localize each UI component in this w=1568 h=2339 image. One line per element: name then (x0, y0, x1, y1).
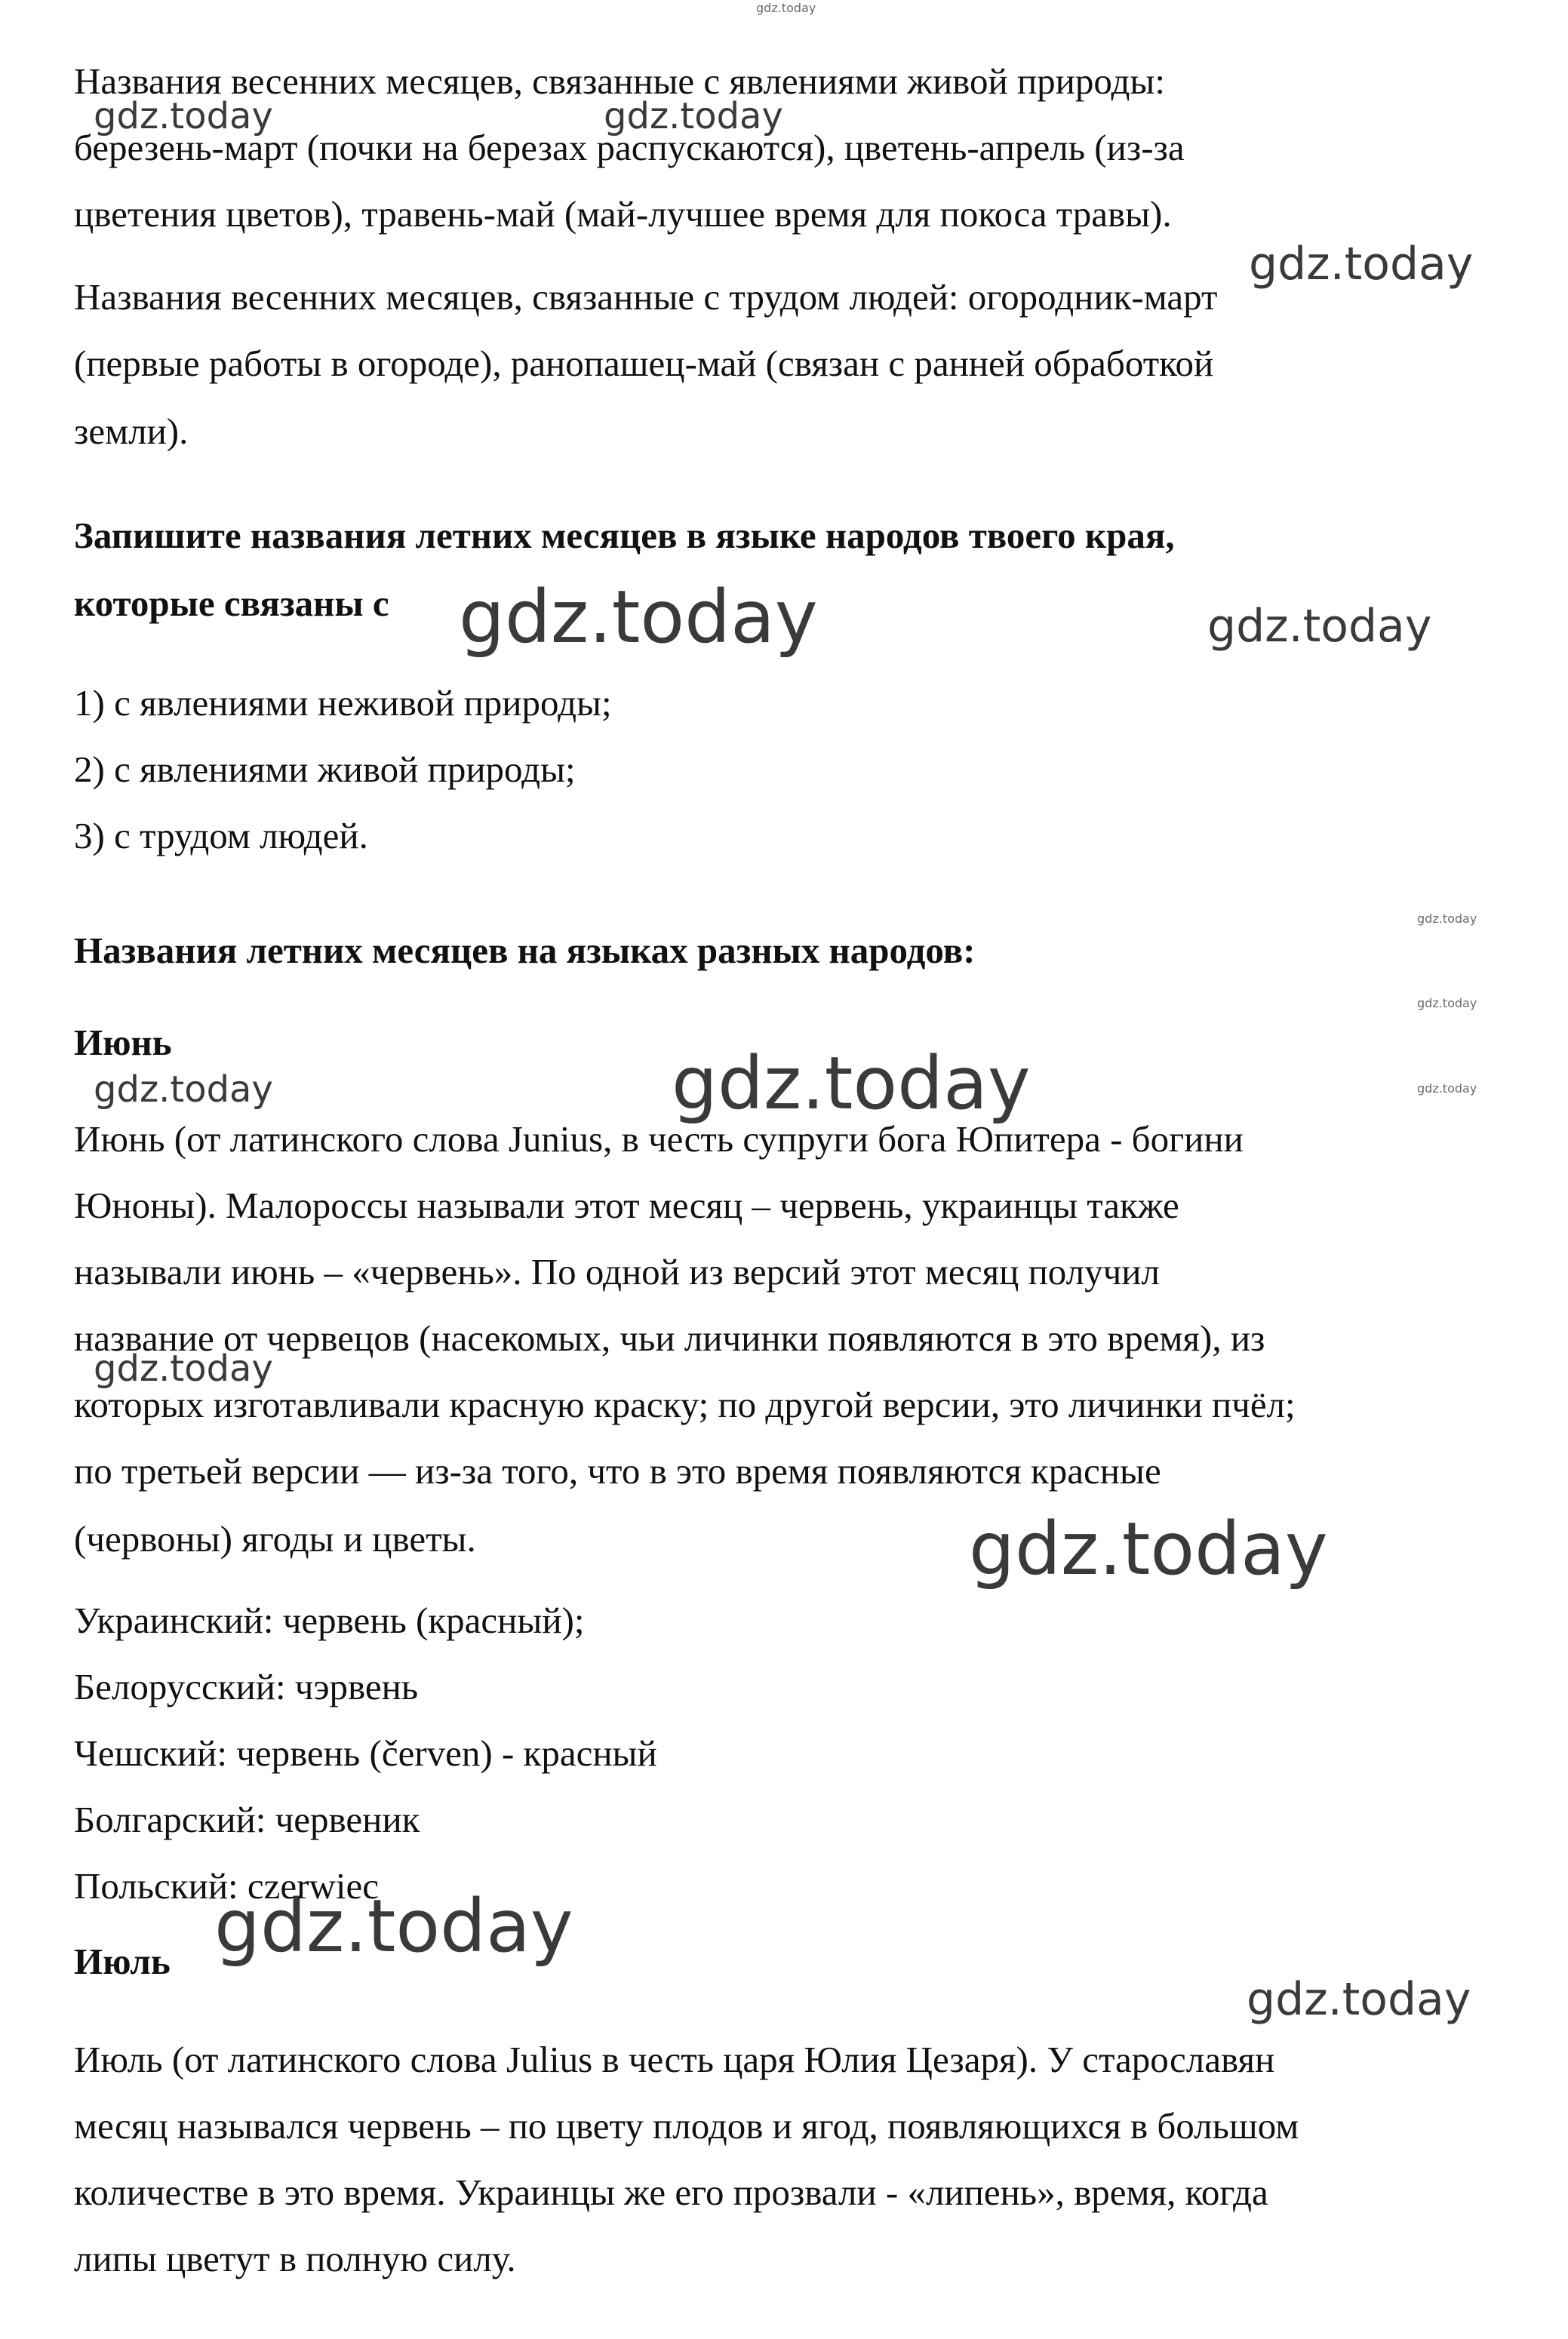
language-entry: Чешский: червень (červen) - красный (74, 1732, 657, 1774)
watermark-text: gdz.today (756, 1, 816, 15)
paragraph-line: которых изготавливали красную краску; по другой версии, это личинки пчёл; (74, 1384, 1296, 1425)
watermark-text: gdz.today (672, 1041, 1031, 1126)
watermark-text: gdz.today (1417, 996, 1477, 1010)
paragraph-line: липы цветут в полную силу. (74, 2238, 516, 2279)
language-entry: Польский: czerwiec (74, 1865, 379, 1907)
paragraph-line: называли июнь – «червень». По одной из версий этот месяц получил (74, 1251, 1160, 1292)
watermark-text: gdz.today (459, 575, 818, 659)
language-entry: Украинский: червень (красный); (74, 1600, 585, 1641)
watermark-text: gdz.today (214, 1884, 573, 1969)
paragraph-line: название от червецов (насекомых, чьи личинки появляются в это время), из (74, 1317, 1265, 1359)
month-heading-july: Июль (74, 1941, 171, 1982)
language-entry: Белорусский: чэрвень (74, 1666, 419, 1707)
paragraph-line: цветения цветов), травень-май (май-лучшее время для покоса травы). (74, 193, 1172, 235)
task-heading: которые связаны с (74, 582, 389, 624)
watermark-text: gdz.today (1207, 600, 1432, 653)
watermark-text: gdz.today (1247, 1973, 1471, 2026)
month-heading-june: Июнь (74, 1022, 172, 1063)
watermark-text: gdz.today (1417, 1081, 1477, 1096)
watermark-text: gdz.today (1417, 911, 1477, 926)
paragraph-line: (червоны) ягоды и цветы. (74, 1518, 476, 1560)
watermark-text: gdz.today (94, 95, 273, 137)
paragraph-line: березень-март (почки на березах распускаются), цветень-апрель (из-за (74, 127, 1185, 168)
paragraph-line: количестве в это время. Украинцы же его прозвали - «липень», время, когда (74, 2171, 1268, 2213)
task-heading: Запишите названия летних месяцев в языке народов твоего края, (74, 515, 1175, 556)
paragraph-line: Названия весенних месяцев, связанные с трудом людей: огородник-март (74, 276, 1218, 318)
list-item: 3) с трудом людей. (74, 815, 368, 856)
section-heading: Названия летних месяцев на языках разных народов: (74, 930, 976, 971)
list-item: 2) с явлениями живой природы; (74, 748, 576, 790)
watermark-text: gdz.today (94, 1348, 273, 1390)
paragraph-line: месяц назывался червень – по цвету плодов и ягод, появляющихся в большом (74, 2105, 1299, 2147)
paragraph-line: земли). (74, 410, 189, 452)
paragraph-line: по третьей версии — из-за того, что в это время появляются красные (74, 1450, 1161, 1492)
watermark-text: gdz.today (1249, 238, 1474, 290)
watermark-text: gdz.today (969, 1507, 1328, 1591)
paragraph-line: Июнь (от латинского слова Junius, в честь супруги бога Юпитера - богини (74, 1118, 1244, 1160)
paragraph-line: Юноны). Малороссы называли этот месяц – червень, украинцы также (74, 1185, 1179, 1226)
list-item: 1) с явлениями неживой природы; (74, 682, 612, 724)
paragraph-line: Названия весенних месяцев, связанные с явлениями живой природы: (74, 60, 1165, 102)
language-entry: Болгарский: червеник (74, 1799, 420, 1840)
paragraph-line: (первые работы в огороде), ранопашец-май (связан с ранней обработкой (74, 343, 1214, 384)
watermark-text: gdz.today (94, 1068, 273, 1111)
watermark-text: gdz.today (604, 95, 783, 137)
paragraph-line: Июль (от латинского слова Julius в честь царя Юлия Цезаря). У старославян (74, 2039, 1275, 2080)
